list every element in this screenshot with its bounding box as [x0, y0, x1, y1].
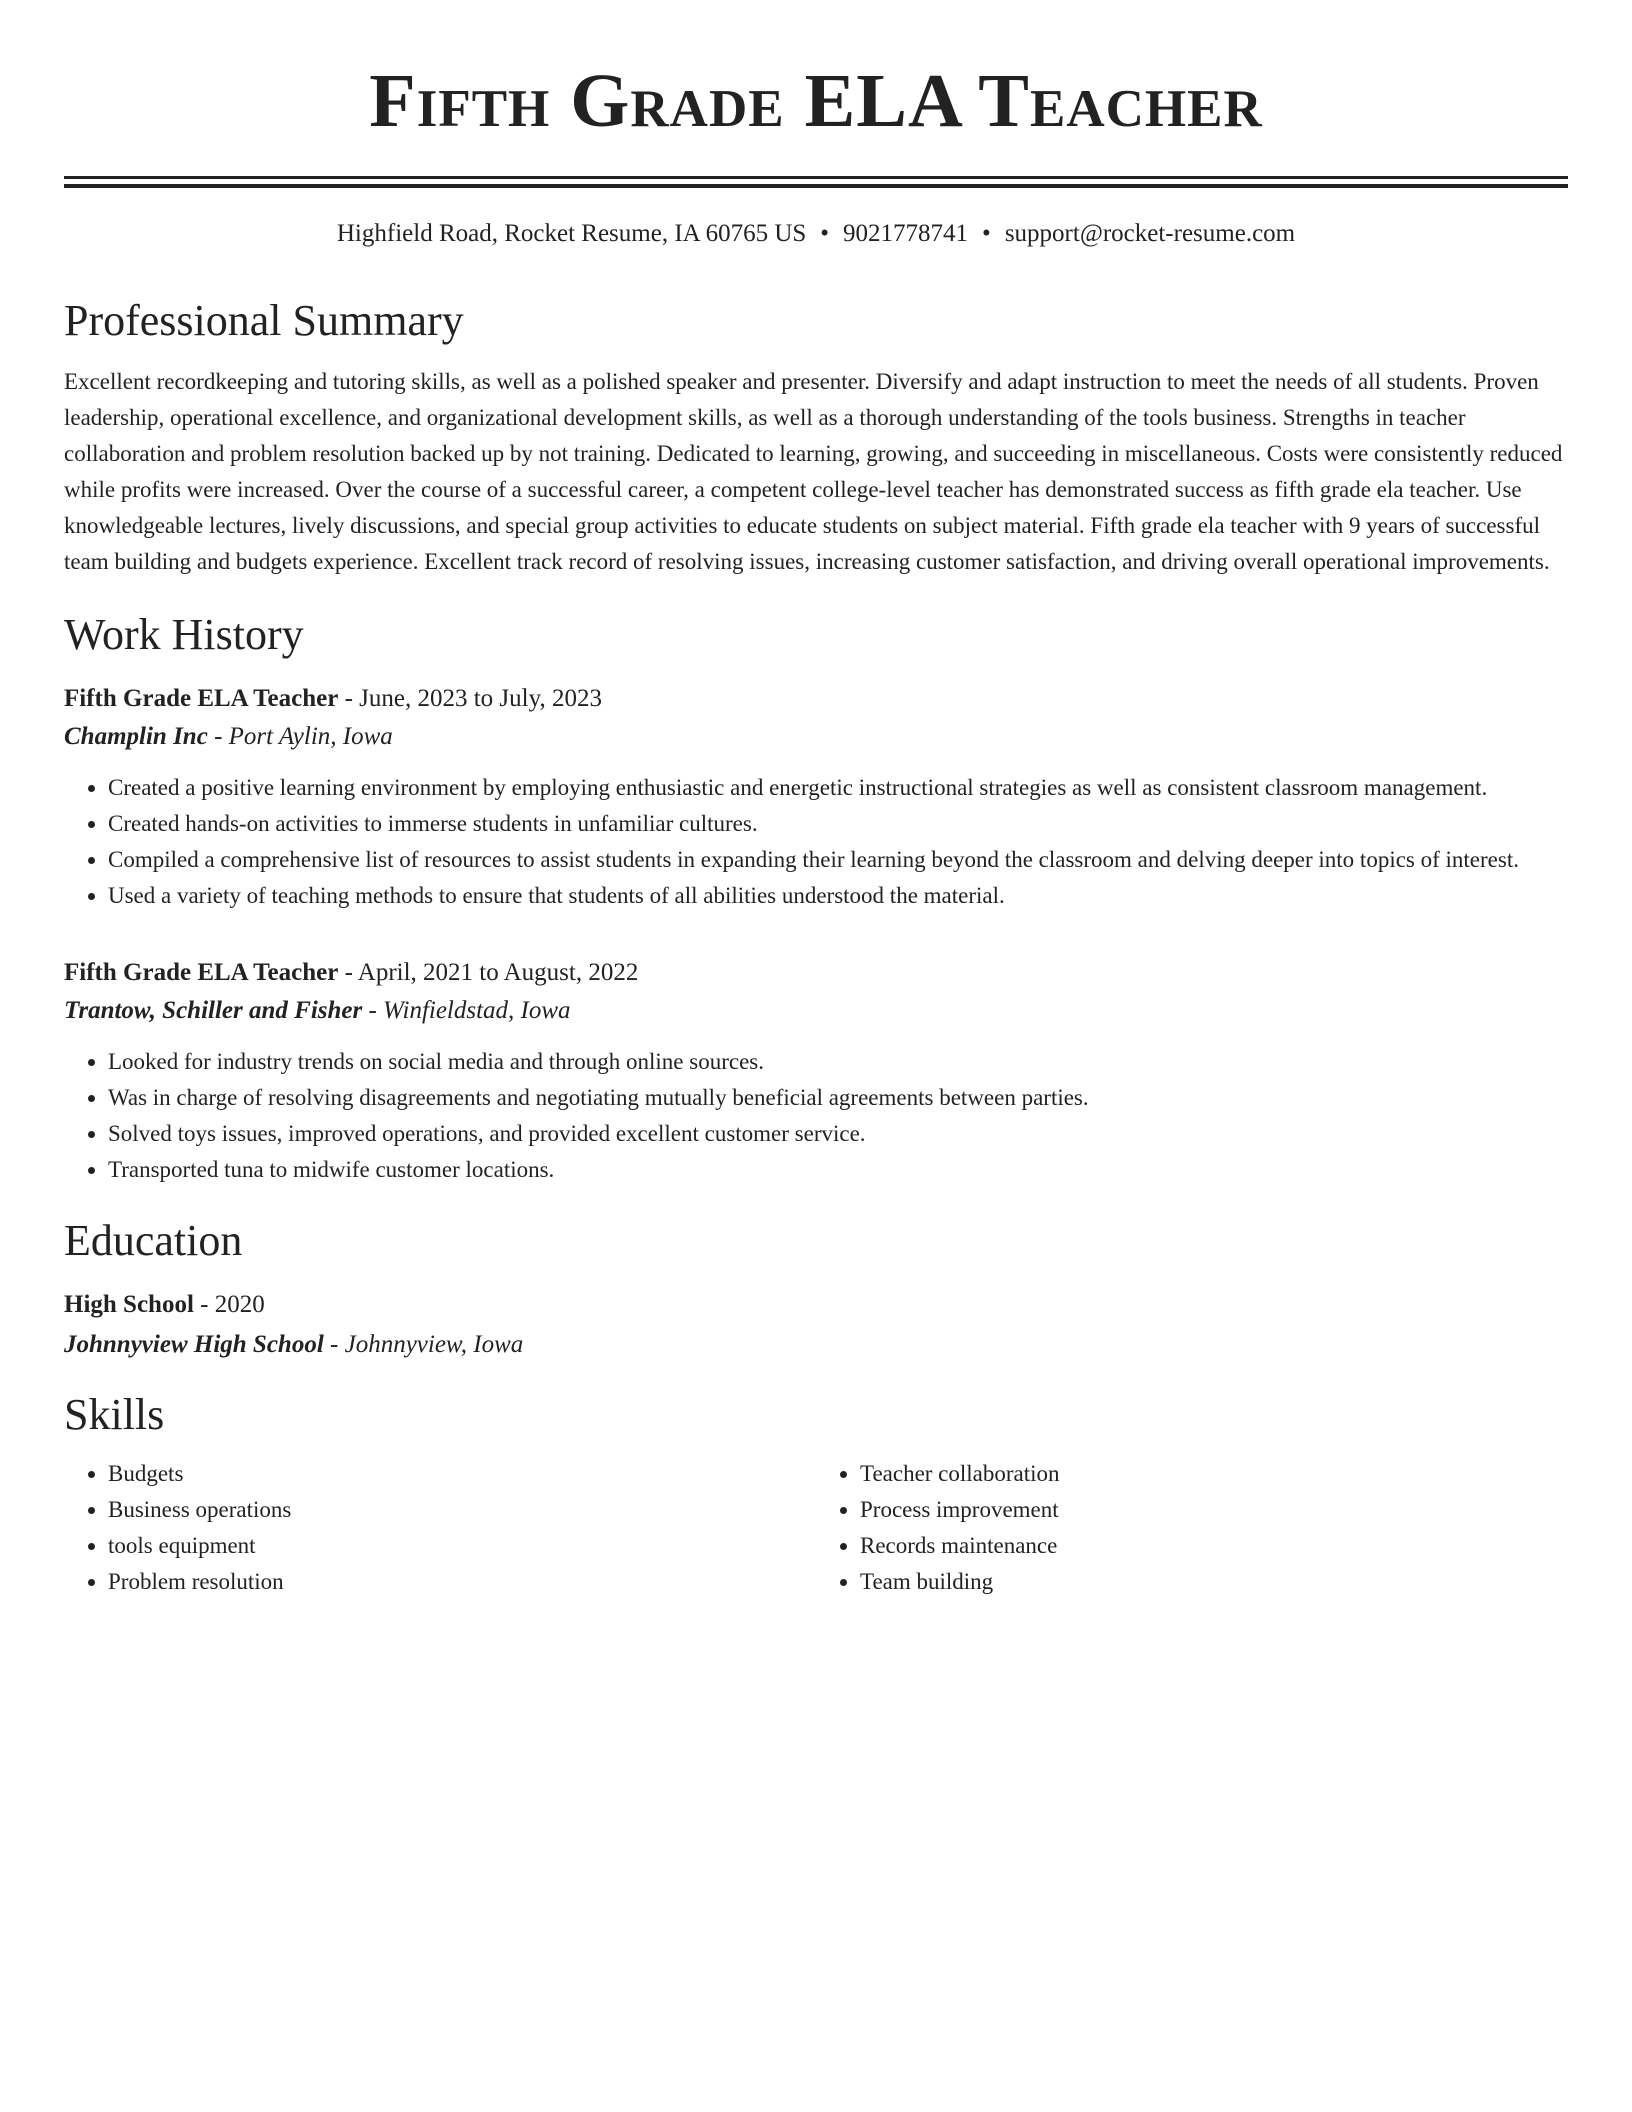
- job-title: Fifth Grade ELA Teacher: [64, 959, 339, 986]
- skill-item: • tools equipment: [108, 1528, 816, 1564]
- summary-text: Excellent recordkeeping and tutoring skills, as well as a polished speaker and presenter. Diversify and adapt instruction to meet the needs of all students. Proven leadership, operational excellence, and organizational development skills, as well as a thorough understanding of the tools business. Strengths in teacher collaboration and problem resolution backed up by not training. Dedicated to learning, growing, and succeeding in miscellaneous. Costs were consistently reduced while profits were increased. Over the course of a successful career, a competent college-level teacher has demonstrated success as fifth grade ela teacher. Use knowledgeable lectures, lively discussions, and special group activities to educate students on subject material. Fifth grade ela teacher with 9 years of successful team building and budgets experience. Excellent track record of resolving issues, increasing customer satisfaction, and driving overall operational improvements.: [64, 369, 1563, 574]
- contact-email: support@rocket-resume.com: [1004, 220, 1296, 247]
- section-heading-summary: Professional Summary: [64, 296, 464, 345]
- skills-column-left: [64, 1456, 816, 1600]
- job-title: Fifth Grade ELA Teacher: [64, 685, 339, 712]
- education-location: Johnnyview, Iowa: [344, 1331, 524, 1358]
- skill-item: • Budgets: [108, 1456, 816, 1492]
- header-divider-top: [64, 176, 1568, 179]
- education-dash: -: [193, 1291, 215, 1318]
- contact-address: Highfield Road, Rocket Resume, IA 60765 US: [336, 220, 807, 247]
- skill-item: • Process improvement: [860, 1492, 1568, 1528]
- job-bullets: [64, 1044, 1568, 1188]
- job-dash: -: [338, 685, 360, 712]
- skills-column-right: [816, 1456, 1568, 1600]
- job-header: [64, 680, 1568, 718]
- job-header: [64, 954, 1568, 992]
- education-dash: -: [323, 1331, 345, 1358]
- resume-name: Fifth Grade ELA Teacher: [369, 59, 1263, 143]
- job-company: Champlin Inc: [64, 723, 208, 750]
- job-bullet: • Created hands-on activities to immerse students in unfamiliar cultures.: [108, 806, 1568, 842]
- education-entry: [64, 1286, 1568, 1364]
- header-divider-bottom: [64, 184, 1568, 188]
- section-heading-work-history: Work History: [64, 610, 304, 659]
- contact-phone: 9021778741: [843, 220, 969, 247]
- job-bullet: • Created a positive learning environment by employing enthusiastic and energetic instructional strategies as well as consistent classroom management.: [108, 770, 1568, 806]
- education-school: Johnnyview High School: [64, 1331, 324, 1358]
- contact-line: [64, 218, 1568, 250]
- job-dash: -: [338, 959, 358, 986]
- education-degree: High School: [64, 1291, 194, 1318]
- skills-grid: [64, 1456, 1568, 1600]
- job-bullets: [64, 770, 1568, 914]
- job-bullet: • Used a variety of teaching methods to ensure that students of all abilities understood the material.: [108, 878, 1568, 914]
- education-degree-line: [64, 1286, 1568, 1324]
- skill-item: • Records maintenance: [860, 1528, 1568, 1564]
- job-bullet: • Transported tuna to midwife customer locations.: [108, 1152, 1568, 1188]
- job-employer: [64, 992, 1568, 1030]
- job-bullet: • Looked for industry trends on social media and through online sources.: [108, 1044, 1568, 1080]
- job-bullet: • Was in charge of resolving disagreements and negotiating mutually beneficial agreements between parties.: [108, 1080, 1568, 1116]
- job-dates: April, 2021 to August, 2022: [357, 959, 639, 986]
- job-dash: -: [362, 997, 384, 1024]
- job-company: Trantow, Schiller and Fisher: [64, 997, 363, 1024]
- education-year: 2020: [214, 1291, 265, 1318]
- contact-separator: •: [820, 220, 830, 247]
- contact-separator: •: [982, 220, 991, 247]
- job-employer: [64, 718, 1568, 756]
- job-entry: [64, 680, 1568, 914]
- job-dash: -: [207, 723, 229, 750]
- skill-item: • Problem resolution: [108, 1564, 816, 1600]
- job-bullet: • Solved toys issues, improved operations, and provided excellent customer service.: [108, 1116, 1568, 1152]
- job-dates: June, 2023 to July, 2023: [359, 685, 602, 712]
- education-school-line: [64, 1326, 1568, 1364]
- skill-item: • Team building: [860, 1564, 1568, 1600]
- section-heading-education: Education: [64, 1216, 243, 1265]
- job-location: Port Aylin, Iowa: [228, 723, 393, 750]
- skill-item: • Teacher collaboration: [860, 1456, 1568, 1492]
- job-location: Winfieldstad, Iowa: [383, 997, 571, 1024]
- skill-item: • Business operations: [108, 1492, 816, 1528]
- job-bullet: • Compiled a comprehensive list of resources to assist students in expanding their learning beyond the classroom and delving deeper into topics of interest.: [108, 842, 1568, 878]
- section-heading-skills: Skills: [64, 1390, 165, 1439]
- job-entry: [64, 954, 1568, 1188]
